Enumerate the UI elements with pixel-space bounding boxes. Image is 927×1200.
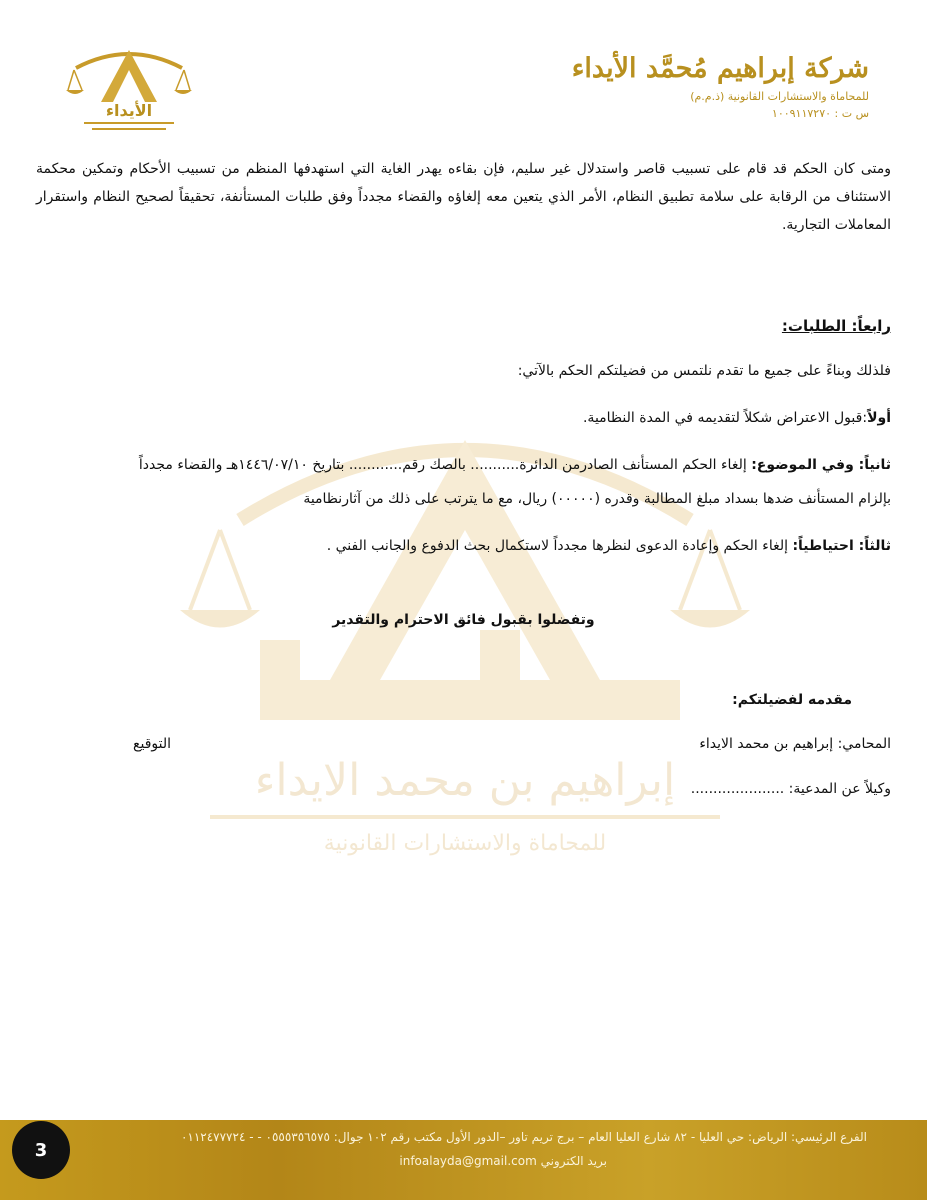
lawyer-name: المحامي: إبراهيم بن محمد الايداء (699, 736, 891, 752)
request-second-continued: بإلزام المستأنف ضدها بسداد مبلغ المطالبة وقدره (٠٠٠٠٠) ريال، مع ما يترتب على ذلك من آثارنظامية (303, 491, 891, 507)
letterhead (0, 0, 927, 150)
presented-by: مقدمه لفضيلتكم: (732, 692, 852, 708)
requests-intro: فلذلك وبناءً على جميع ما تقدم نلتمس من فضيلتكم الحكم بالآتي: (517, 363, 891, 379)
page-number: 3 (12, 1121, 70, 1179)
company-subtitle: للمحاماة والاستشارات القانونية (ذ.م.م) (690, 90, 869, 103)
closing-line: وتفضلوا بقبول فائق الاحترام والتقدير (332, 612, 595, 628)
watermark-sub: للمحاماة والاستشارات القانونية (323, 831, 607, 856)
request-second (139, 457, 891, 473)
logo-text: الأيداء (105, 101, 153, 120)
commercial-registration: س ت : ١٠٠٩١١٧٢٧٠ (771, 107, 869, 120)
body-content (36, 155, 891, 239)
company-name: شركة إبراهيم مُحمَّد الأيداء (571, 53, 869, 84)
request-second-text: إلغاء الحكم المستأنف الصادرمن الدائرة........... بالصك رقم............ بتاريخ ١٤٤٦/٠٧/١٠هـ والقضاء مجدداً (138, 457, 752, 473)
footer-address: الفرع الرئيسي: الرياض: حي العليا - ٨٢ شارع العليا العام – برج تريم تاور –الدور الأول مكتب رقم ١٠٢ جوال: ٠٥٥٥٣٥٦٥٧٥ - - ٠١١٢٤٧٧٧٢٤ (180, 1130, 867, 1144)
company-block (572, 52, 869, 120)
footer-email: بريد الكتروني infoalayda@gmail.com (399, 1154, 607, 1168)
signature-label: التوقيع (133, 736, 171, 752)
request-third (327, 538, 891, 554)
request-first (583, 410, 891, 426)
requests-heading: رابعاً: الطلبات: (781, 317, 891, 335)
request-third-text: إلغاء الحكم وإعادة الدعوى لنظرها مجدداً لاستكمال بحث الدفوع والجانب الفني . (326, 538, 793, 554)
company-logo-icon (66, 40, 192, 136)
request-second-label: ثانياً: وفي الموضوع: (751, 457, 891, 473)
request-third-label: ثالثاً: احتياطياً: (792, 538, 891, 554)
agent-line: وكيلاً عن المدعية: ..................... (690, 781, 891, 797)
request-first-label: أولاً (867, 410, 891, 426)
request-first-text: :قبول الاعتراض شكلاً لتقديمه في المدة النظامية. (582, 410, 868, 426)
opening-paragraph: ومتى كان الحكم قد قام على تسبيب قاصر واستدلال غير سليم، فإن بقاءه يهدر الغاية التي استهدفها المنظم من تسبيب الأحكام وتمكين محكمة الاستئناف من الرقابة على سلامة تطبيق النظام، الأمر الذي يتعين معه إلغاؤه والقضاء مجدداً وفق طلبات المستأنفة، تحقيقاً لصحيح النظام واستقرار المعاملات التجارية. (36, 161, 891, 233)
footer-bar (0, 1120, 927, 1200)
watermark-name: إبراهيم بن محمد الايداء (254, 755, 676, 806)
